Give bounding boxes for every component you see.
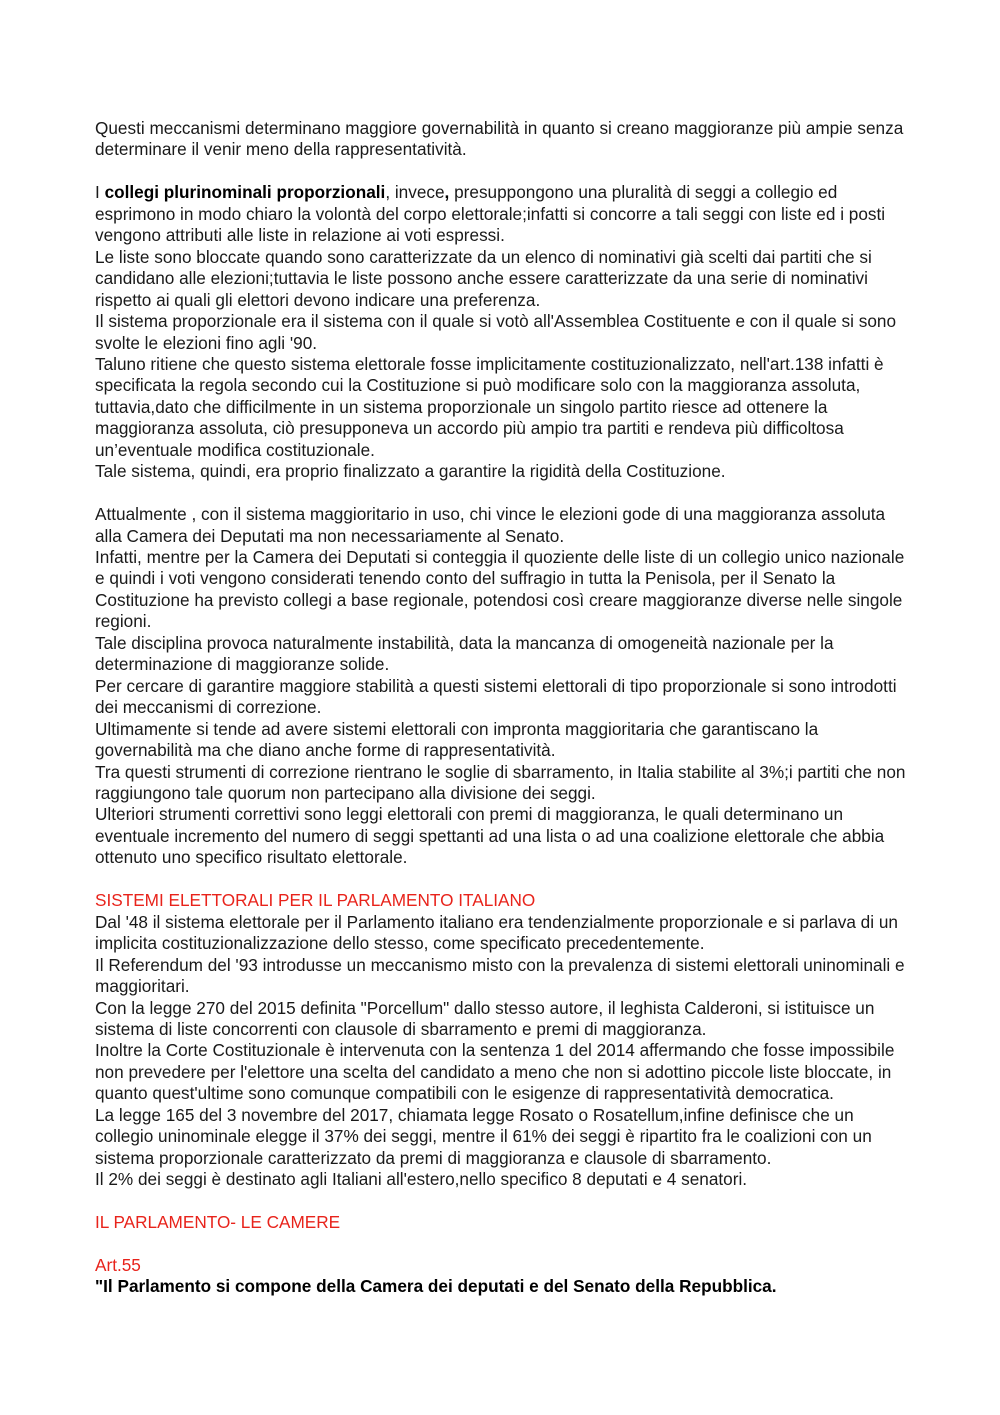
paragraph-liste-bloccate: Le liste sono bloccate quando sono caratterizzate da un elenco di nominativi già scelti dai partiti che si candidano alle elezioni;tuttavia le liste possono anche essere caratterizzate da una serie di nominativi rispetto ai quali gli elettori devono indicare una preferenza. xyxy=(95,246,872,310)
article-quote xyxy=(95,1276,915,1297)
paragraph-impronta-maggioritaria: Ultimamente si tende ad avere sistemi elettorali con impronta maggioritaria che garantiscano la governabilità ma che diano anche forme di rappresentatività. xyxy=(95,718,819,761)
text-run: presuppongono una pluralità di seggi a collegio ed esprimono in modo chiaro la volontà del corpo elettorale;infatti si concorre a tali seggi con liste ed i posti vengono attributi alle liste in relazione ai voti espressi. xyxy=(95,182,886,246)
bold-comma: , xyxy=(444,182,450,203)
bold-term: collegi plurinominali proporzionali xyxy=(104,182,386,203)
paragraph-referendum-93: Il Referendum del '93 introdusse un meccanismo misto con la prevalenza di sistemi elettorali uninominali e maggioritari. xyxy=(95,954,905,997)
document-page xyxy=(95,118,915,1298)
text-run: I xyxy=(95,182,105,203)
paragraph-camera-senato: Infatti, mentre per la Camera dei Deputati si conteggia il quoziente delle liste di un collegio unico nazionale e quindi i voti vengono considerati tenendo conto del suffragio in tutta la Penisola, per il Senato la Costituzione ha previsto collegi a base regionale, potendosi così creare maggioranze diverse nelle singole regioni. xyxy=(95,547,905,632)
paragraph-governabilita: Questi meccanismi determinano maggiore governabilità in quanto si creano maggioranze più ampie senza determinare il venir meno della rappresentatività. xyxy=(95,118,904,160)
blank-line xyxy=(95,1191,915,1212)
blank-line xyxy=(95,161,915,182)
paragraph-premi-maggioranza: Ulteriori strumenti correttivi sono leggi elettorali con premi di maggioranza, le quali determinano un eventuale incremento del numero di seggi spettanti ad una lista o ad una coalizione elettorale che abbia ottenuto uno specifico risultato elettorale. xyxy=(95,804,885,868)
paragraph-rigidita: Tale sistema, quindi, era proprio finalizzato a garantire la rigidità della Costituzione. xyxy=(95,461,726,482)
article-heading: Art.55 xyxy=(95,1254,141,1275)
section-heading-parlamento: IL PARLAMENTO- LE CAMERE xyxy=(95,1212,341,1233)
paragraph-collegi-plurinominali xyxy=(95,182,915,246)
blank-line xyxy=(95,483,915,504)
article-quote-text: "Il Parlamento si compone della Camera dei deputati e del Senato della Repubblica. xyxy=(95,1276,777,1297)
paragraph-instabilita: Tale disciplina provoca naturalmente instabilità, data la mancanza di omogeneità nazionale per la determinazione di maggioranze solide. xyxy=(95,632,834,675)
paragraph-dal-48: Dal '48 il sistema elettorale per il Parlamento italiano era tendenzialmente proporzionale e si parlava di un implicita costituzionalizzazione dello stesso, come specificato precedentemente. xyxy=(95,911,898,954)
blank-line xyxy=(95,869,915,890)
paragraph-art-138: Taluno ritiene che questo sistema elettorale fosse implicitamente costituzionalizzato, nell'art.138 infatti è specificata la regola secondo cui la Costituzione si può modificare solo con la maggioranza assoluta, tuttavia,dato che difficilmente in un sistema proporzionale un singolo partito riesce ad ottenere la maggioranza assoluta, ciò presupponeva un accordo più ampio tra partiti e rendeva più difficoltosa un’eventuale modifica costituzionale. xyxy=(95,353,884,460)
text-run: , invece xyxy=(385,182,445,203)
paragraph-sistema-proporzionale: Il sistema proporzionale era il sistema con il quale si votò all'Assemblea Costituente e con il quale si sono svolte le elezioni fino agli '90. xyxy=(95,311,896,353)
paragraph-attualmente: Attualmente , con il sistema maggioritario in uso, chi vince le elezioni gode di una maggioranza assoluta alla Camera dei Deputati ma non necessariamente al Senato. xyxy=(95,504,886,546)
paragraph-porcellum: Con la legge 270 del 2015 definita "Porcellum" dallo stesso autore, il leghista Calderoni, si istituisce un sistema di liste concorrenti con clausole di sbarramento e premi di maggioranza. xyxy=(95,997,875,1039)
paragraph-estero: Il 2% dei seggi è destinato agli Italiani all'estero,nello specifico 8 deputati e 4 senatori. xyxy=(95,1169,748,1190)
paragraph-corte-costituzionale: Inoltre la Corte Costituzionale è intervenuta con la sentenza 1 del 2014 affermando che fosse impossibile non prevedere per l'elettore una scelta del candidato a meno che non si adottino piccole liste bloccate, in quanto quest'ultime sono comunque compatibili con le esigenze di rappresentatività democratica. xyxy=(95,1040,895,1104)
blank-line xyxy=(95,1234,915,1255)
section-heading-sistemi-elettorali: SISTEMI ELETTORALI PER IL PARLAMENTO ITALIANO xyxy=(95,890,536,911)
paragraph-soglie-sbarramento: Tra questi strumenti di correzione rientrano le soglie di sbarramento, in Italia stabilite al 3%;i partiti che non raggiungono tale quorum non partecipano alla divisione dei seggi. xyxy=(95,761,906,804)
paragraph-correzione: Per cercare di garantire maggiore stabilità a questi sistemi elettorali di tipo proporzionale si sono introdotti dei meccanismi di correzione. xyxy=(95,675,897,718)
paragraph-rosatellum: La legge 165 del 3 novembre del 2017, chiamata legge Rosato o Rosatellum,infine definisce che un collegio uninominale elegge il 37% dei seggi, mentre il 61% dei seggi è ripartito fra le coalizioni con un sistema proporzionale caratterizzato da premi di maggioranza e clausole di sbarramento. xyxy=(95,1104,872,1168)
